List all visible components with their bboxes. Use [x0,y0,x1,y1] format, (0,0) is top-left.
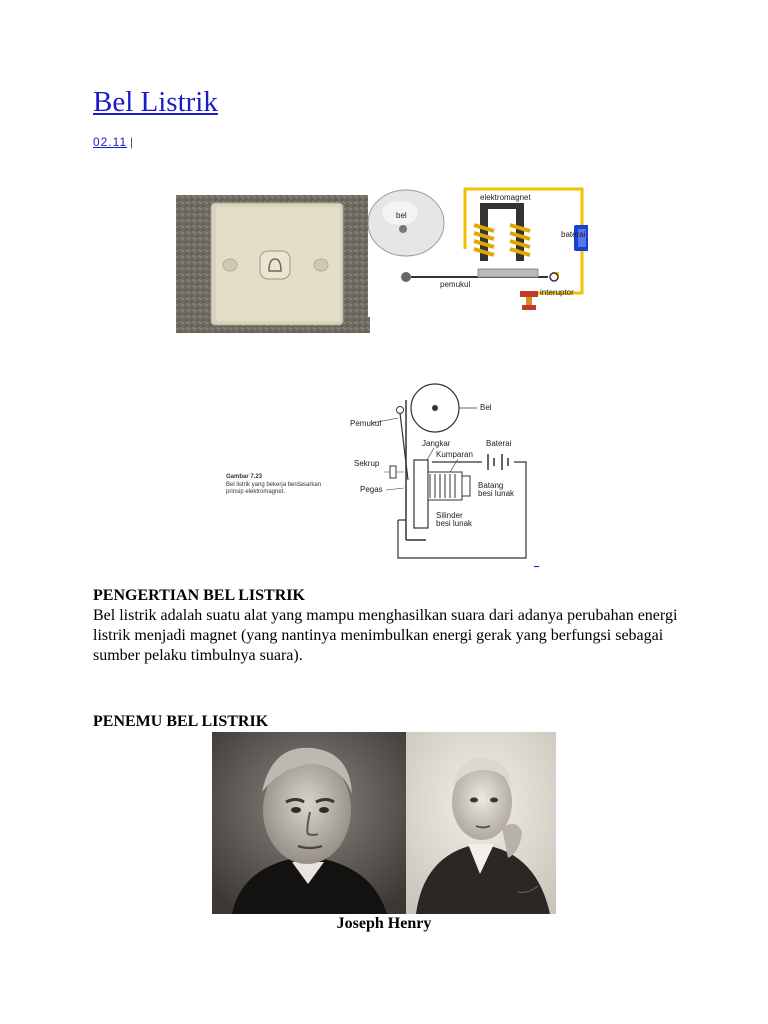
label-bel: bel [396,211,407,220]
meta-separator: | [130,134,133,149]
definition-paragraph: Bel listrik adalah suatu alat yang mampu menghasilkan suara dari adanya perubahan energi listrik menjadi magnet (yang nantinya menimbulkan energi gerak yang berfungsi sebagai sumber pelaku timbulnya suara). [93,607,678,664]
label-baterai-2: Baterai [486,439,512,448]
label-silinder-2: besi lunak [436,519,473,528]
label-bel-2: Bel [480,403,492,412]
definition-heading: PENGERTIAN BEL LISTRIK [93,587,305,604]
label-pemukul: pemukul [440,280,471,289]
electric-bell-schematic-color [368,185,588,317]
definition-section [93,586,683,666]
label-silinder-1: Silinder [436,511,463,520]
label-batang-1: Batang [478,481,504,490]
label-baterai: baterai [561,230,586,239]
inventor-heading: PENEMU BEL LISTRIK [93,713,269,730]
inventor-caption: Joseph Henry [336,915,432,932]
label-interuptor: interuptor [540,288,574,297]
post-meta [93,134,133,150]
figure-caption-title: Gambar 7.23 [226,474,263,480]
label-elektromagnet: elektromagnet [480,193,531,202]
label-sekrup: Sekrup [354,459,380,468]
post-date-link[interactable]: 02.11 [93,135,128,149]
post-title-link[interactable]: Bel Listrik [93,86,218,118]
label-pegas: Pegas [360,485,383,494]
bell-button-photo [176,195,370,333]
figure-caption-line2: prinsip elektromagnet. [226,489,286,495]
figure-caption-line1: Bel listrik yang bekerja berdasarkan [226,482,322,488]
figure-trailing-link[interactable]: _ [534,557,540,567]
label-kumparan: Kumparan [436,450,473,459]
inventor-portrait-2 [406,732,556,914]
label-pemukul-2: Pemukul [350,419,382,428]
electric-bell-schematic-drawing [222,380,542,568]
label-batang-2: besi lunak [478,489,515,498]
inventor-portrait-1 [212,732,406,914]
label-jangkar: Jangkar [422,439,451,448]
